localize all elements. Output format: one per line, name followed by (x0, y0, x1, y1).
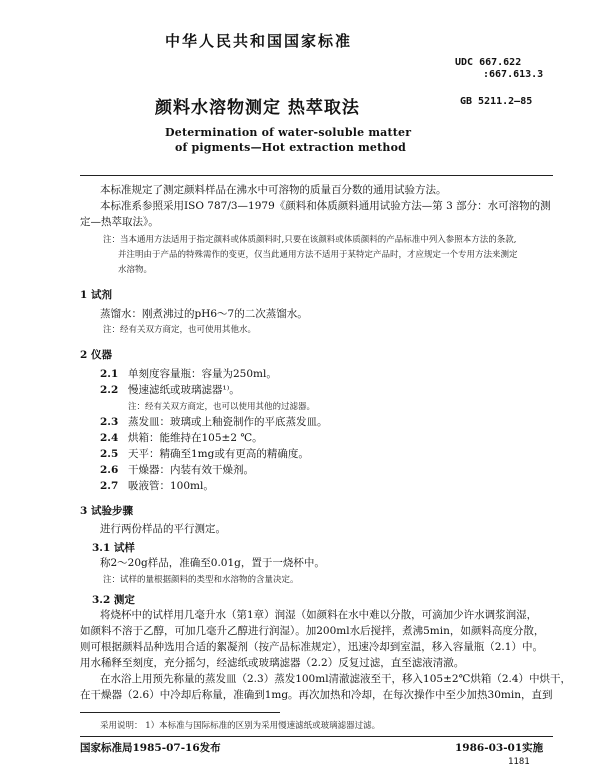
apparatus-item (100, 463, 254, 478)
section-3-2-line: 在水浴上用预先称量的蒸发皿（2.3）蒸发100ml清澈滤液至干，移入105±2℃烘箱（2.4）中烘干， (100, 673, 572, 685)
gb-code: GB 5211.2—85 (460, 96, 533, 107)
section-1-heading: 1 试剂 (80, 289, 112, 301)
section-2-heading: 2 仪器 (80, 349, 112, 361)
section-1-body: 蒸馏水：刚煮沸过的pH6～7的二次蒸馏水。 (100, 308, 308, 320)
item-number: 2.5 (100, 448, 119, 460)
english-title-line1: Determination of water-soluble matter (165, 126, 412, 139)
effective-date: 1986-03-01实施 (455, 742, 544, 754)
item-text: 天平：精确至1mg或有更高的精确度。 (128, 448, 309, 460)
intro-note-line3: 水溶物。 (118, 265, 153, 275)
intro-paragraph-1: 本标准规定了测定颜料样品在沸水中可溶物的质量百分数的通用试验方法。 (100, 184, 447, 196)
footer-divider (80, 736, 553, 737)
apparatus-note: 注：经有关双方商定，也可以使用其他的过滤器。 (128, 402, 316, 412)
section-3-1-note: 注：试样的量根据颜料的类型和水溶物的含量决定。 (103, 575, 299, 585)
footnote: 采用说明： 1）本标准与国际标准的区别为采用慢速滤纸或玻璃滤器过滤。 (100, 721, 381, 731)
section-3-2-heading: 3.2 测定 (92, 594, 135, 606)
item-text: 蒸发皿：玻璃或上釉瓷制作的平底蒸发皿。 (128, 416, 328, 428)
national-standard-header: 中华人民共和国国家标准 (165, 32, 353, 50)
intro-note-line2: 并注明由于产品的特殊需作的变更，仅当此通用方法不适用于某特定产品时，才应规定一个专用方法来测定 (118, 250, 518, 260)
item-number: 2.3 (100, 416, 119, 428)
item-text: 单刻度容量瓶：容量为250ml。 (128, 368, 277, 380)
intro-paragraph-2-line1: 本标准系参照采用ISO 787/3—1979《颜料和体质颜料通用试验方法—第 3 部分：水可溶物的测 (100, 200, 551, 212)
udc-code: UDC 667.622 (455, 57, 522, 68)
document-title: 颜料水溶物测定 热萃取法 (155, 98, 360, 118)
intro-paragraph-2-line2: 定—热萃取法》。 (80, 216, 159, 228)
apparatus-item (100, 447, 309, 462)
item-text: 干燥器：内装有效干燥剂。 (128, 464, 254, 476)
section-3-heading: 3 试验步骤 (80, 505, 133, 517)
apparatus-item (100, 431, 263, 446)
issue-date: 国家标准局1985-07-16发布 (80, 742, 221, 754)
item-number: 2.6 (100, 464, 119, 476)
section-3-1-body: 称2～20g样品，准确至0.01g，置于一烧杯中。 (100, 557, 325, 569)
section-3-2-line: 在干燥器（2.6）中冷却后称量，准确到1mg。再次加热和冷却，在每次操作中至少加热30min，直到 (80, 689, 553, 701)
apparatus-item (100, 479, 214, 494)
section-1-note: 注：经有关双方商定，也可使用其他水。 (103, 325, 257, 335)
item-text: 烘箱：能维持在105±2 ℃。 (128, 432, 263, 444)
apparatus-item (100, 383, 240, 398)
section-3-2-line: 将烧杯中的试样用几毫升水（第1章）润湿（如颜料在水中难以分散，可滴加少许水调浆润湿， (100, 609, 538, 621)
section-3-2-line: 如颜料不溶于乙醇，可加几毫升乙醇进行润湿）。加200ml水后搅拌，煮沸5min，如颜料高度分散， (80, 625, 545, 637)
header-divider (80, 175, 553, 176)
apparatus-item (100, 415, 328, 430)
section-3-1-heading: 3.1 试样 (92, 542, 135, 554)
item-text: 吸液管：100ml。 (128, 480, 214, 492)
item-number: 2.2 (100, 384, 119, 396)
item-text: 慢速滤纸或玻璃滤器¹⁾。 (128, 384, 240, 396)
page-number: 1181 (508, 757, 530, 767)
intro-note-line1: 注：当本通用方法适用于指定颜料或体质颜料时,只要在该颜料或体质颜料的产品标准中列入参照本方法的条款, (103, 235, 517, 245)
item-number: 2.4 (100, 432, 119, 444)
section-3-2-line: 用水稀释至刻度，充分摇匀，经滤纸或玻璃滤器（2.2）反复过滤，直至滤液清澈。 (80, 657, 465, 669)
item-number: 2.7 (100, 480, 119, 492)
section-3-2-line: 则可根据颜料品种选用合适的絮凝剂（按产品标准规定），迅速冷却到室温，移入容量瓶（2.1）中。 (80, 641, 543, 653)
section-3-intro: 进行两份样品的平行测定。 (100, 523, 226, 535)
item-number: 2.1 (100, 368, 119, 380)
apparatus-item (100, 367, 277, 382)
footnote-divider (80, 712, 280, 713)
udc-code-continued: :667.613.3 (483, 69, 544, 80)
english-title-line2: of pigments—Hot extraction method (175, 141, 407, 154)
